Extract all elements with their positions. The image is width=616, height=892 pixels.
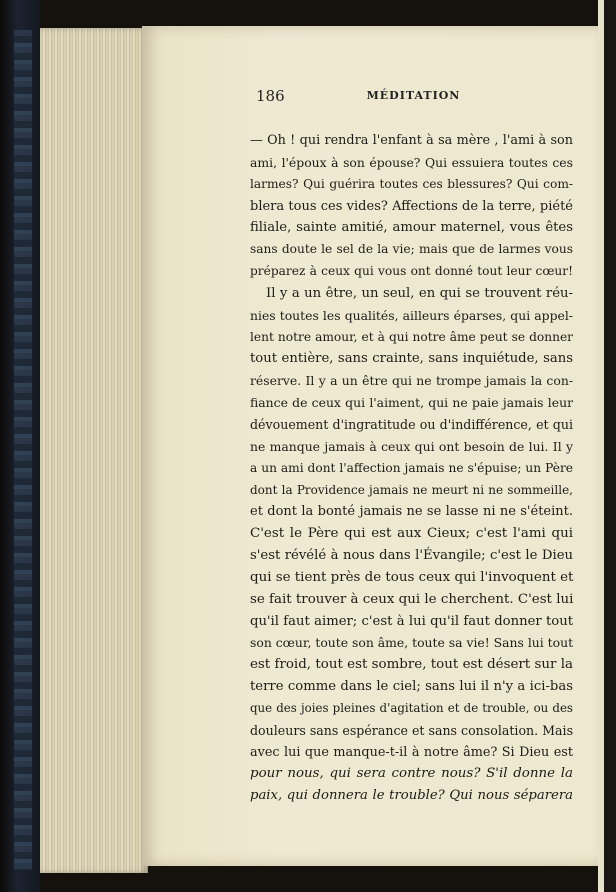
text-line: ami, l'époux à son épouse? Qui essuiera toutes ces <box>250 154 573 170</box>
text-line: paix, qui donnera le trouble? Qui nous séparera <box>250 788 573 804</box>
text-line: lent notre amour, et à qui notre âme peut se donner <box>250 329 573 344</box>
book-cover-left <box>0 0 40 892</box>
text-line: dont la Providence jamais ne meurt ni ne sommeille, <box>250 482 573 497</box>
text-line: son cœur, toute son âme, toute sa vie! Sans lui tout <box>250 635 574 651</box>
text-line: terre comme dans le ciel; sans lui il n'y a ici-bas <box>250 679 573 695</box>
body-text <box>250 130 573 807</box>
page-header <box>252 87 575 107</box>
text-line: larmes? Qui guérira toutes ces blessures? Qui com- <box>250 176 573 191</box>
text-line: est froid, tout est sombre, tout est désert sur la <box>250 657 573 673</box>
text-line: a un ami dont l'affection jamais ne s'épuise; un Père <box>250 460 573 475</box>
text-line: avec lui que manque-t-il à notre âme? Si Dieu est <box>250 744 573 760</box>
text-line: ne manque jamais à ceux qui ont besoin de lui. Il y <box>250 438 573 454</box>
text-line: filiale, sainte amitié, amour maternel, vous êtes <box>250 220 573 236</box>
text-line: blera tous ces vides? Affections de la terre, piété <box>250 198 573 214</box>
text-line: qui se tient près de tous ceux qui l'invoquent et <box>250 569 574 585</box>
page-stack-edges <box>40 28 148 873</box>
text-line: pour nous, qui sera contre nous? S'il donne la <box>250 766 573 782</box>
text-line: tout entière, sans crainte, sans inquiétude, sans <box>250 351 573 367</box>
text-line: dévouement d'ingratitude ou d'indifférence, et qui <box>250 416 573 432</box>
text-line: et dont la bonté jamais ne se lasse ni ne s'éteint. <box>250 504 573 520</box>
text-line: s'est révélé à nous dans l'Évangile; c'est le Dieu <box>250 548 573 564</box>
running-head: MÉDITATION <box>366 89 461 102</box>
text-line: Il y a un être, un seul, en qui se trouvent réu- <box>266 285 573 301</box>
text-line: sans doute le sel de la vie; mais que de larmes vous <box>250 242 573 257</box>
text-line: préparez à ceux qui vous ont donné tout leur cœur! <box>250 264 573 279</box>
text-line: — Oh ! qui rendra l'enfant à sa mère , l'ami à son <box>250 133 573 148</box>
text-line: réserve. Il y a un être qui ne trompe jamais la con- <box>250 373 573 389</box>
page-number: 186 <box>256 87 285 105</box>
text-line: fiance de ceux qui l'aiment, qui ne paie jamais leur <box>250 395 573 411</box>
text-line: C'est le Père qui est aux Cieux; c'est l'ami qui <box>250 526 573 542</box>
book-cover-right <box>598 0 616 892</box>
marbled-cover-edge <box>14 30 32 870</box>
text-line: qu'il faut aimer; c'est à lui qu'il faut donner tout <box>250 613 573 629</box>
text-line: que des joies pleines d'agitation et de trouble, ou des <box>250 700 573 715</box>
text-line: nies toutes les qualités, ailleurs éparses, qui appel- <box>250 307 573 323</box>
text-line: se fait trouver à ceux qui le cherchent. C'est lui <box>250 591 574 607</box>
text-line: douleurs sans espérance et sans consolation. Mais <box>250 722 574 738</box>
